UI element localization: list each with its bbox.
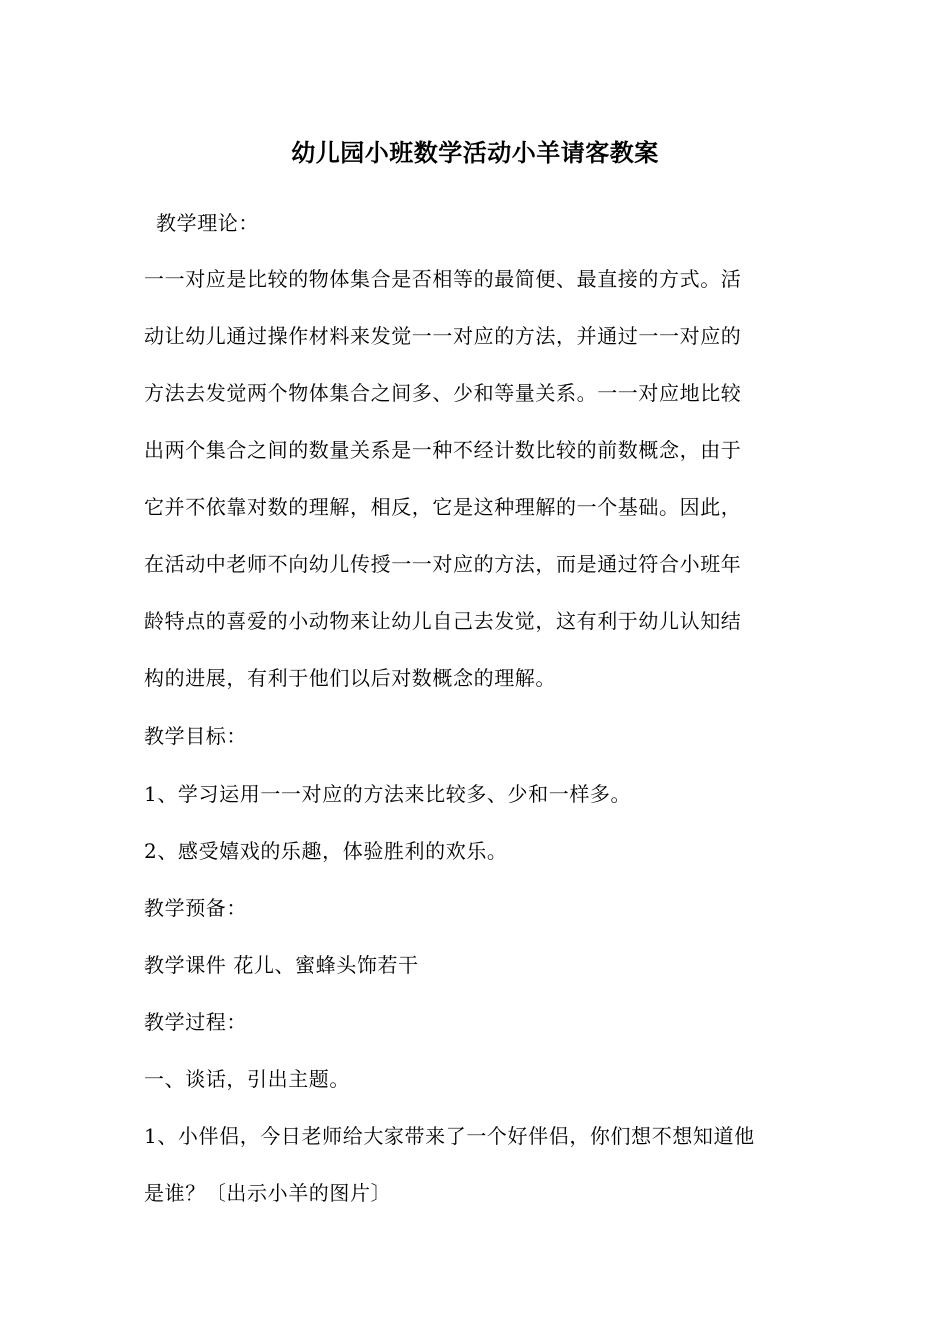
goal-item: 1、学习运用一一对应的方法来比较多、少和一样多。 [144,782,632,806]
theory-line: 在活动中老师不向幼儿传授一一对应的方法，而是通过符合小班年 [144,552,742,576]
section-heading-theory: 教学理论： [156,211,259,235]
process-step-heading: 一、谈话，引出主题。 [144,1067,350,1091]
theory-line: 出两个集合之间的数量关系是一种不经计数比较的前数概念，由于 [144,438,742,462]
section-heading-goals: 教学目标： [144,724,247,748]
goal-item: 2、感受嬉戏的乐趣，体验胜利的欢乐。 [144,839,508,863]
section-heading-prep: 教学预备： [144,896,247,920]
prep-text: 教学课件 花儿、蜜蜂头饰若干 [144,953,419,977]
theory-line: 它并不依靠对数的理解，相反，它是这种理解的一个基础。因此， [144,495,742,519]
theory-line: 构的进展，有利于他们以后对数概念的理解。 [144,666,556,690]
document-title: 幼儿园小班数学活动小羊请客教案 [291,138,659,167]
section-heading-process: 教学过程： [144,1010,247,1034]
process-line: 是谁？〔出示小羊的图片〕 [144,1181,392,1205]
theory-line: 方法去发觉两个物体集合之间多、少和等量关系。一一对应地比较 [144,381,742,405]
theory-line: 龄特点的喜爱的小动物来让幼儿自己去发觉，这有利于幼儿认知结 [144,609,742,633]
theory-line: 动让幼儿通过操作材料来发觉一一对应的方法，并通过一一对应的 [144,324,742,348]
theory-line: 一一对应是比较的物体集合是否相等的最简便、最直接的方式。活 [144,267,742,291]
process-line: 1、小伴侣，今日老师给大家带来了一个好伴侣，你们想不想知道他 [144,1124,755,1148]
